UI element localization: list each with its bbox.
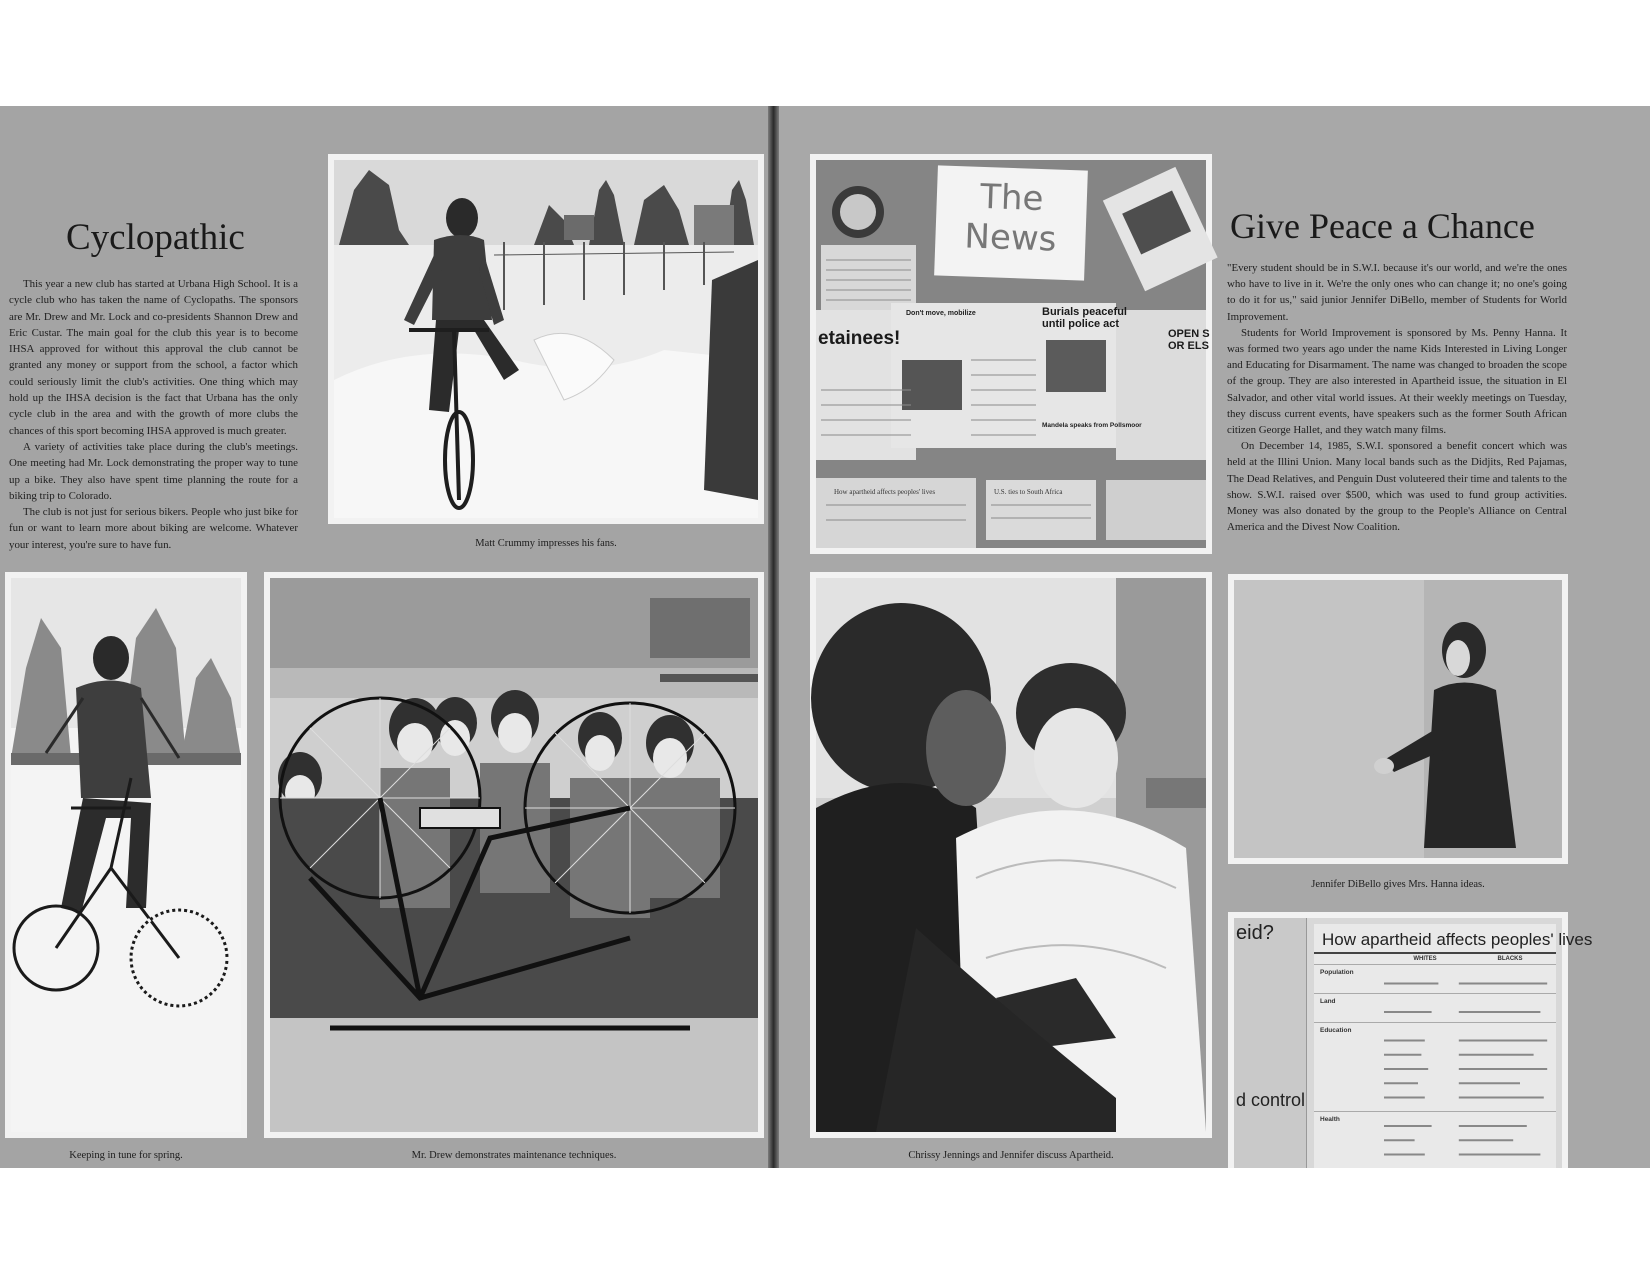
side-top-text: eid? — [1236, 922, 1274, 944]
article-paragraph: "Every student should be in S.W.I. because it's our world, and we're the ones who have to live in it. We're the only ones who can change it; no one's going to do it for us," said junior Jennifer DiBello, member of Students for World Improvement. — [1227, 262, 1567, 323]
col-blacks: BLACKS — [1497, 956, 1523, 962]
give-peace-article — [1227, 260, 1567, 535]
clipping-burials-line2: until police act — [1042, 318, 1120, 330]
cyclopathic-article — [9, 276, 298, 553]
clipping-burials-line1: Burials peaceful — [1042, 306, 1127, 318]
hanna-image — [1234, 580, 1562, 858]
article-paragraph: On December 14, 1985, S.W.I. sponsored a benefit concert which was held at the Illini Union. Many local bands such as the Didjits, Red Pajamas, The Dead Relatives, and Penguin Dust voluteered their time and talents to the show. S.W.I. raised over $500, which was used to fund group activities. Money was also donated by the group to the People's Alliance on Central America and the Divest Now Coalition. — [1227, 440, 1567, 534]
table-title: How apartheid affects peoples' lives — [1314, 924, 1556, 954]
page-gutter — [768, 106, 779, 1168]
caption-spring: Keeping in tune for spring. — [69, 1150, 183, 1161]
photo-discussion — [810, 572, 1212, 1138]
article-paragraph: This year a new club has started at Urbana High School. It is a cycle club who has taken the name of Cyclopaths. The sponsors are Mr. Drew and Mr. Lock and co-presidents Shannon Drew and Eric Custar. The main goal for the club this year is to become IHSA approved for without this approval the club cannot be granted any money or support from the school, a factor which could seriously limit the club's activities. One thing which may hold up the IHSA decision is the fact that Urbana has the only cycle club in the area and with the growth of more clubs the chances of this sport becoming IHSA approved is much greater. — [9, 278, 298, 437]
table-header — [1314, 954, 1556, 964]
clipping-side-column — [1234, 918, 1307, 1168]
sign-line-1: The — [979, 176, 1045, 220]
col-whites: WHITES — [1413, 956, 1437, 962]
row-label: Population — [1320, 969, 1354, 976]
photo-maintenance — [264, 572, 764, 1138]
caption-snow-rider: Matt Crummy impresses his fans. — [475, 538, 617, 549]
clipping-mandela: Mandela speaks from Pollsmoor — [1042, 422, 1142, 429]
clipping-us-ties: U.S. ties to South Africa — [994, 488, 1063, 496]
clipping-dont-move: Don't move, mobilize — [906, 310, 976, 317]
row-label: Education — [1320, 1027, 1352, 1034]
clipping-burials — [1042, 306, 1127, 330]
photo-apartheid-table — [1228, 912, 1593, 1168]
clipping-open-line2: OR ELS — [1168, 340, 1209, 352]
photo-bulletin-board — [810, 154, 1212, 554]
article-paragraph: The club is not just for serious bikers. People who just bike for fun or want to learn more about biking are welcome. Whatever your interest, you're sure to have fun. — [9, 506, 298, 551]
caption-discussion: Chrissy Jennings and Jennifer discuss Apartheid. — [908, 1150, 1114, 1161]
row-label: Health — [1320, 1116, 1340, 1123]
apartheid-table — [1314, 924, 1593, 1168]
article-paragraph: Students for World Improvement is sponsored by Ms. Penny Hanna. It was formed two years ago under the name Kids Interested in Living Longer and Educating for Disarmament. The name was changed to broaden the scope of the group. They are also interested in Apartheid issue, the situation in El Salvador, and other vital world issues. At their weekly meetings on Tuesday, they discuss current events, have speakers such as the former South African citizen George Hallet, and they watch many films. — [1227, 326, 1567, 437]
give-peace-title: Give Peace a Chance — [1230, 206, 1535, 246]
article-paragraph: A variety of activities take place during the club's meetings. One meeting had Mr. Lock demonstrating the proper way to tune up a bike. They also have spent time planning the route for a biking trip to Colorado. — [9, 440, 298, 502]
side-bottom-text: d control — [1236, 1090, 1306, 1110]
clipping-detainees: etainees! — [818, 328, 901, 349]
cyclopathic-title: Cyclopathic — [66, 217, 245, 258]
row-label: Land — [1320, 998, 1336, 1005]
caption-hanna: Jennifer DiBello gives Mrs. Hanna ideas. — [1311, 879, 1485, 890]
photo-spring-rider — [5, 572, 247, 1138]
discussion-image — [816, 578, 1206, 1132]
clipping-open — [1168, 328, 1210, 352]
clipping-apartheid-strip: How apartheid affects peoples' lives — [834, 488, 936, 496]
photo-hanna — [1228, 574, 1568, 864]
clipping-open-line1: OPEN S — [1168, 328, 1210, 340]
maintenance-image — [270, 578, 758, 1132]
photo-snow-rider — [328, 154, 764, 524]
spring-rider-image — [11, 578, 241, 1132]
table-fine-print — [1384, 974, 1554, 1164]
sign-line-2: News — [963, 216, 1058, 260]
the-news-sign — [934, 165, 1088, 280]
snow-rider-image — [334, 160, 758, 518]
caption-maintenance: Mr. Drew demonstrates maintenance techniques. — [411, 1150, 617, 1161]
